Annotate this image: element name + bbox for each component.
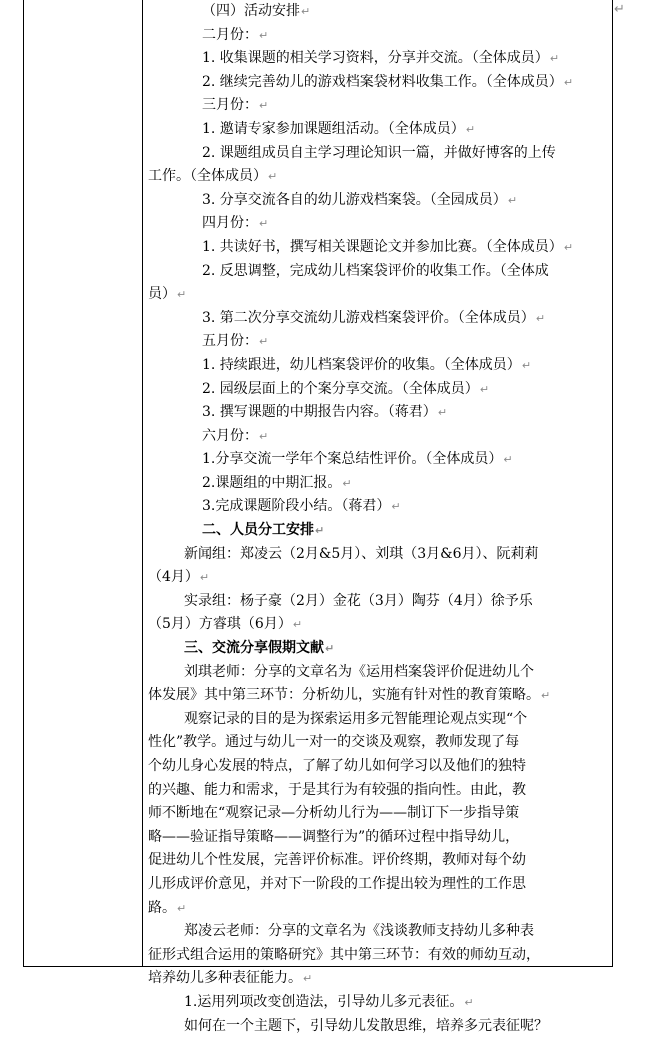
line-text: 2. 课题组成员自主学习理论知识一篇，并做好博客的上传 bbox=[202, 144, 556, 161]
line-text: 1. 收集课题的相关学习资料，分享并交流。（全体成员） bbox=[202, 50, 549, 67]
line-text: 如何在一个主题下，引导幼儿发散思维，培养多元表征呢？ bbox=[184, 1017, 548, 1034]
line-text: 员） bbox=[148, 286, 176, 303]
line-text: 略——验证指导策略——调整行为”的循环过程中指导幼儿， bbox=[148, 828, 520, 845]
text-line bbox=[148, 165, 606, 189]
line-text: 三、交流分享假期文献 bbox=[184, 640, 324, 657]
text-line bbox=[148, 1015, 606, 1038]
text-line bbox=[148, 826, 606, 850]
line-text: 1.分享交流一学年个案总结性评价。（全体成员） bbox=[202, 451, 503, 468]
line-text: 路。 bbox=[148, 899, 176, 916]
paragraph-mark-icon: ↵ bbox=[563, 240, 574, 254]
text-line bbox=[148, 637, 606, 661]
paragraph-mark-icon: ↵ bbox=[259, 28, 269, 42]
line-text: 1. 邀请专家参加课题组活动。（全体成员） bbox=[202, 120, 465, 137]
paragraph-mark-icon: ↵ bbox=[259, 217, 269, 231]
text-line bbox=[148, 495, 606, 519]
text-line bbox=[148, 472, 606, 496]
line-text: 工作。（全体成员） bbox=[148, 168, 267, 185]
text-line bbox=[148, 354, 606, 378]
line-text: 个幼儿身心发展的特点，了解了幼儿如何学习以及他们的独特 bbox=[148, 758, 526, 774]
line-text: 培养幼儿多种表征能力。 bbox=[148, 970, 302, 987]
paragraph-mark-icon: ↵ bbox=[563, 75, 574, 89]
cell-end-mark: ↵ bbox=[614, 2, 625, 17]
paragraph-mark-icon: ↵ bbox=[521, 358, 532, 372]
text-line bbox=[148, 378, 606, 402]
line-text: 观察记录的目的是为探索运用多元智能理论观点实现“个 bbox=[184, 710, 528, 727]
paragraph-mark-icon: ↵ bbox=[541, 689, 551, 703]
text-line bbox=[148, 283, 606, 307]
paragraph-mark-icon: ↵ bbox=[301, 5, 311, 18]
paragraph-mark-icon: ↵ bbox=[325, 642, 335, 656]
text-line bbox=[148, 897, 606, 921]
paragraph-mark-icon: ↵ bbox=[437, 406, 448, 420]
text-line bbox=[148, 708, 606, 732]
text-line bbox=[148, 613, 606, 637]
line-text: 3. 撰写课题的中期报告内容。（蒋君） bbox=[202, 404, 437, 421]
text-line bbox=[148, 212, 606, 236]
text-line bbox=[148, 590, 606, 614]
line-text: 征形式组合运用的策略研究》其中第三环节：有效的师幼互动， bbox=[148, 946, 540, 963]
line-text: 1.运用列项改变创造法，引导幼儿多元表征。 bbox=[184, 993, 464, 1010]
paragraph-mark-icon: ↵ bbox=[464, 995, 474, 1009]
line-text: 郑凌云老师：分享的文章名为《浅谈教师支持幼儿多种表 bbox=[184, 923, 534, 940]
paragraph-mark-icon: ↵ bbox=[391, 500, 401, 514]
line-text: 2.课题组的中期汇报。 bbox=[202, 474, 342, 491]
text-line bbox=[148, 118, 606, 142]
line-text: 四月份： bbox=[202, 215, 258, 232]
text-line bbox=[148, 566, 606, 590]
line-text: 刘琪老师：分享的文章名为《运用档案袋评价促进幼儿个 bbox=[184, 663, 534, 680]
text-line bbox=[148, 189, 606, 213]
text-line bbox=[148, 849, 606, 873]
text-line bbox=[148, 873, 606, 897]
text-line bbox=[148, 47, 606, 71]
paragraph-mark-icon: ↵ bbox=[503, 453, 513, 467]
text-line bbox=[148, 330, 606, 354]
text-line bbox=[148, 236, 606, 260]
text-line bbox=[148, 944, 606, 968]
line-text: （5月）方睿琪（6月） bbox=[148, 616, 292, 633]
text-line bbox=[148, 802, 606, 826]
line-text: 五月份： bbox=[202, 333, 258, 350]
paragraph-mark-icon: ↵ bbox=[259, 429, 269, 443]
line-text: 3. 分享交流各自的幼儿游戏档案袋。（全园成员） bbox=[202, 191, 507, 208]
paragraph-mark-icon: ↵ bbox=[465, 122, 476, 136]
paragraph-mark-icon: ↵ bbox=[177, 901, 187, 915]
paragraph-mark-icon: ↵ bbox=[535, 311, 546, 325]
line-text: 的兴趣、能力和需求，于是其行为有较强的指向性。由此，教 bbox=[148, 781, 526, 798]
line-text: （4月） bbox=[148, 569, 199, 586]
paragraph-mark-icon: ↵ bbox=[177, 288, 187, 302]
line-text: （四）活动安排 bbox=[202, 3, 300, 19]
text-line bbox=[148, 71, 606, 95]
text-line bbox=[148, 24, 606, 48]
paragraph-mark-icon: ↵ bbox=[342, 476, 352, 490]
line-text: 新闻组：郑凌云（2月&5月）、刘琪（3月&6月）、阮莉莉 bbox=[184, 545, 539, 562]
line-text: 2. 继续完善幼儿的游戏档案袋材料收集工作。（全体成员） bbox=[202, 73, 563, 90]
line-text: 1. 共读好书，撰写相关课题论文并参加比赛。（全体成员） bbox=[202, 238, 563, 255]
text-line bbox=[148, 448, 606, 472]
text-line bbox=[148, 661, 606, 685]
paragraph-mark-icon: ↵ bbox=[507, 193, 518, 207]
text-line bbox=[148, 0, 606, 24]
text-line bbox=[148, 967, 606, 991]
line-text: 促进幼儿个性发展，完善评价标准。评价终期，教师对每个幼 bbox=[148, 852, 526, 869]
table-cell-content bbox=[148, 0, 606, 1038]
line-text: 二、人员分工安排 bbox=[202, 522, 314, 539]
line-text: 师不断地在“观察记录—分析幼儿行为——制订下一步指导策 bbox=[148, 805, 520, 822]
paragraph-mark-icon: ↵ bbox=[199, 571, 210, 585]
text-line bbox=[148, 307, 606, 331]
line-text: 1. 持续跟进，幼儿档案袋评价的收集。（全体成员） bbox=[202, 356, 521, 373]
line-text: 二月份： bbox=[202, 26, 258, 43]
paragraph-mark-icon: ↵ bbox=[303, 972, 313, 986]
line-text: 儿形成评价意见，并对下一阶段的工作提出较为理性的工作思 bbox=[148, 875, 526, 892]
text-line bbox=[148, 779, 606, 803]
line-text: 三月份： bbox=[202, 97, 258, 114]
text-line bbox=[148, 425, 606, 449]
line-text: 实录组：杨子豪（2月）金花（3月）陶芬（4月）徐予乐 bbox=[184, 592, 533, 609]
text-line bbox=[148, 260, 606, 284]
text-line bbox=[148, 755, 606, 779]
text-line bbox=[148, 543, 606, 567]
text-line bbox=[148, 684, 606, 708]
text-line bbox=[148, 142, 606, 166]
text-line bbox=[148, 991, 606, 1015]
table-column-divider bbox=[142, 0, 143, 966]
line-text: 2. 园级层面上的个案分享交流。（全体成员） bbox=[202, 380, 479, 397]
line-text: 六月份： bbox=[202, 427, 258, 444]
line-text: 性化”教学。通过与幼儿一对一的交谈及观察，教师发现了每 bbox=[148, 734, 520, 751]
paragraph-mark-icon: ↵ bbox=[549, 52, 560, 66]
paragraph-mark-icon: ↵ bbox=[479, 382, 490, 396]
line-text: 3. 第二次分享交流幼儿游戏档案袋评价。（全体成员） bbox=[202, 309, 535, 326]
text-line bbox=[148, 731, 606, 755]
paragraph-mark-icon: ↵ bbox=[315, 524, 325, 538]
paragraph-mark-icon: ↵ bbox=[259, 335, 269, 349]
paragraph-mark-icon: ↵ bbox=[292, 618, 303, 632]
line-text: 3.完成课题阶段小结。（蒋君） bbox=[202, 498, 391, 515]
paragraph-mark-icon: ↵ bbox=[268, 170, 278, 184]
line-text: 2. 反思调整，完成幼儿档案袋评价的收集工作。（全体成 bbox=[202, 262, 549, 279]
text-line bbox=[148, 94, 606, 118]
text-line bbox=[148, 519, 606, 543]
paragraph-mark-icon: ↵ bbox=[259, 99, 269, 113]
line-text: 体发展》其中第三环节：分析幼儿，实施有针对性的教育策略。 bbox=[148, 687, 540, 704]
text-line bbox=[148, 920, 606, 944]
text-line bbox=[148, 401, 606, 425]
